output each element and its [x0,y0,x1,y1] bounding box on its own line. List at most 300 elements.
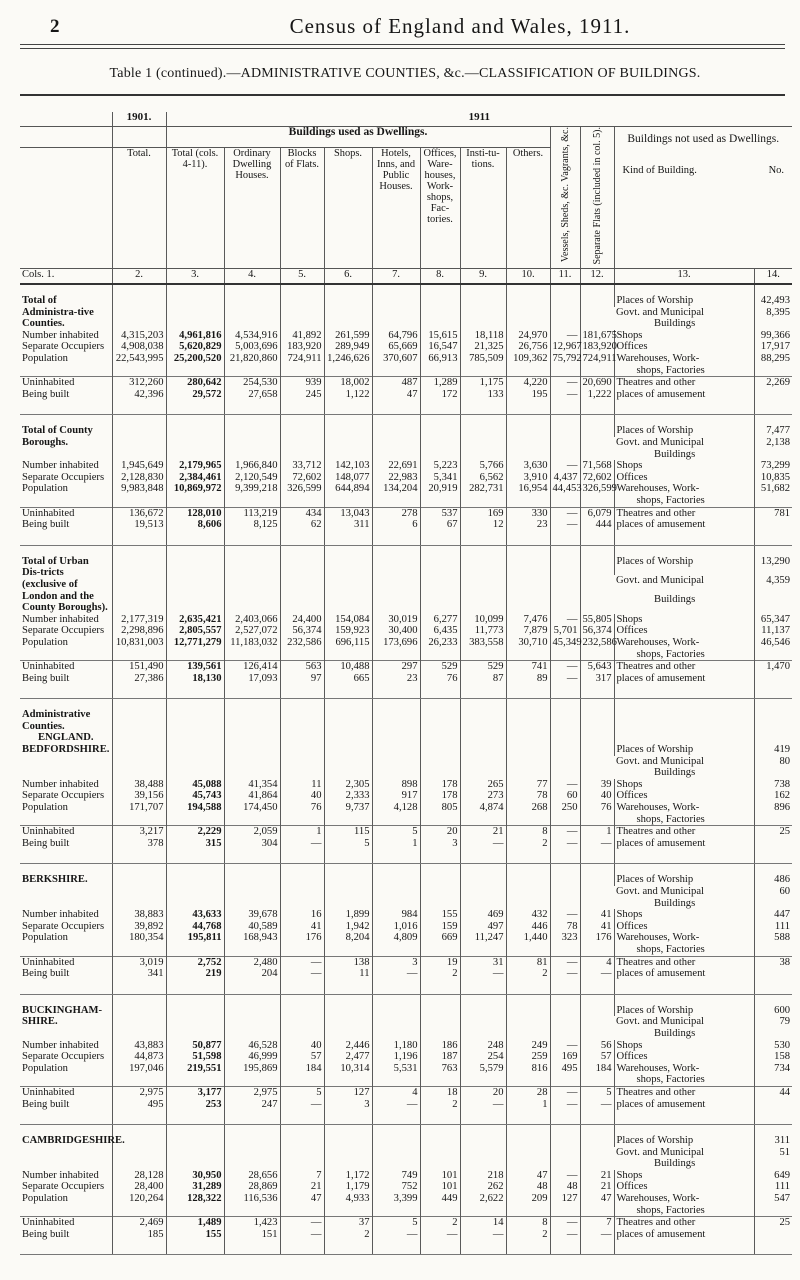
table-row [20,944,792,956]
row-label: Uninhabited [20,377,112,389]
title-rule [20,94,785,96]
table-cell: 45,088 [166,779,224,791]
building-kind: Offices [614,921,754,933]
section-title: BEDFORDSHIRE. [22,744,110,756]
table-cell: 7 [280,1170,324,1182]
table-cell: 495 [550,1063,580,1075]
table-cell: 41 [580,909,614,921]
table-cell: — [550,614,580,626]
building-kind: places of amusement [614,838,754,850]
building-count: 1,470 [754,661,792,673]
table-cell: 64,796 [372,330,420,342]
table-cell: 11,247 [460,932,506,944]
offices-heading: Offices, Ware-houses, Work-shops, Fac-tories. [420,148,460,269]
table-cell: 5 [280,1086,324,1098]
table-cell: 176 [580,932,614,944]
table-cell: — [550,1040,580,1052]
table-row [20,389,792,401]
row-label: Separate Occupiers [22,471,105,483]
table-cell: 148,077 [324,472,372,484]
table-cell: 4,220 [506,377,550,389]
table-cell: 39,678 [224,909,280,921]
table-cell: 563 [280,661,324,673]
section-divider [20,1110,792,1125]
row-label: Being built [22,968,70,980]
table-cell: 30,400 [372,625,420,637]
building-count: 419 [754,744,792,756]
table-cell: 76 [420,673,460,685]
table-cell: 8 [506,826,550,838]
table-cell: — [580,1229,614,1241]
page-number: 2 [50,16,60,37]
table-cell: 3 [372,956,420,968]
table-row [20,1170,792,1182]
table-row [20,507,792,519]
table-cell: 254,530 [224,377,280,389]
row-label: Separate Occupiers [22,1051,105,1063]
table-cell: 261,599 [324,330,372,342]
building-kind: shops, Factories [614,649,754,661]
table-cell: 67 [420,519,460,531]
table-cell: 142,103 [324,460,372,472]
building-count: 25 [754,1217,792,1229]
table-cell: 41,864 [224,790,280,802]
table-row [20,1063,792,1075]
table-cell: 169 [460,507,506,519]
table-cell: 155 [420,909,460,921]
building-count: 896 [754,802,792,814]
year-1901: 1901. [112,112,166,127]
table-cell: 41 [580,921,614,933]
building-count: 311 [754,1135,792,1147]
table-cell: 45,743 [166,790,224,802]
table-cell: 3,217 [112,826,166,838]
building-count [754,1205,792,1217]
section-spacer [20,1125,792,1136]
table-cell: 2,384,461 [166,472,224,484]
row-label: Being built [22,519,70,531]
table-cell: 40 [280,790,324,802]
table-cell: 204 [224,968,280,980]
building-kind: Buildings [654,767,696,779]
table-row [20,1205,792,1217]
table-row [20,826,792,838]
table-cell: 432 [506,909,550,921]
table-cell: 245 [280,389,324,401]
table-cell: 20 [420,826,460,838]
table-cell: 30,710 [506,637,550,649]
table-cell: 39,156 [112,790,166,802]
table-cell: — [550,838,580,850]
row-label: Number inhabited [22,613,99,625]
table-cell: — [580,968,614,980]
table-cell: 10,314 [324,1063,372,1075]
table-cell: 529 [460,661,506,673]
table-cell: 289,949 [324,341,372,353]
table-cell: — [280,1229,324,1241]
table-cell: 127 [324,1086,372,1098]
table-cell: 2,059 [224,826,280,838]
table-cell: 1,179 [324,1181,372,1193]
section-title: Total of Urban Dis-tricts (exclusive of London and the County Boroughs). [22,555,108,614]
table-row [20,909,792,921]
table-cell: 315 [166,838,224,850]
building-kind: Warehouses, Work- [614,483,754,495]
building-kind: Offices [614,1051,754,1063]
row-label: Population [22,802,68,814]
section-spacer [20,284,792,295]
building-count: 10,835 [754,472,792,484]
section-title: BUCKINGHAM-SHIRE. [22,1004,103,1028]
table-cell: 537 [420,507,460,519]
table-cell: 183,920 [580,341,614,353]
table-row [20,1217,792,1229]
table-cell: — [550,507,580,519]
building-count: 734 [754,1063,792,1075]
building-count: 99,366 [754,330,792,342]
table-cell: — [550,956,580,968]
table-cell: 15,615 [420,330,460,342]
table-cell: 39,892 [112,921,166,933]
table-cell: 1,246,626 [324,353,372,365]
table-cell: — [550,1170,580,1182]
table-cell: 273 [460,790,506,802]
table-cell: 2,975 [224,1086,280,1098]
building-kind: Shops [614,614,754,626]
building-kind: Buildings [654,897,696,909]
table-cell: 247 [224,1099,280,1111]
section-spacer [20,699,792,710]
table-cell: 8,204 [324,932,372,944]
table-cell: 24,970 [506,330,550,342]
table-cell: 1,966,840 [224,460,280,472]
table-row [20,365,792,377]
table-cell: 763 [420,1063,460,1075]
table-cell: 55,805 [580,614,614,626]
table-cell: 665 [324,673,372,685]
table-row [20,519,792,531]
table-cell: 2,752 [166,956,224,968]
table-cell: 57 [280,1051,324,1063]
building-count: 25 [754,826,792,838]
building-count: 2,269 [754,377,792,389]
section-spacer [20,994,792,1005]
row-label: Separate Occupiers [22,920,105,932]
table-cell: 12 [460,519,506,531]
table-cell: 173,696 [372,637,420,649]
table-cell: 71,568 [580,460,614,472]
table-cell: 20,690 [580,377,614,389]
section-title: Total of Administra-tive Counties. [22,295,94,330]
table-cell: — [550,519,580,531]
table-cell: 6,435 [420,625,460,637]
table-cell: 2 [506,1229,550,1241]
table-cell: 2,229 [166,826,224,838]
table-cell: 7 [580,1217,614,1229]
table-cell: 4,437 [550,472,580,484]
table-cell: 4,809 [372,932,420,944]
table-cell: 495 [112,1099,166,1111]
table-cell: 128,010 [166,507,224,519]
building-kind: Govt. and Municipal [616,575,704,587]
building-kind: Shops [614,1170,754,1182]
row-label: Being built [22,837,70,849]
table-cell: 195,869 [224,1063,280,1075]
table-cell: 304 [224,838,280,850]
table-cell: 219 [166,968,224,980]
table-cell: 101 [420,1181,460,1193]
table-cell: 4,908,038 [112,341,166,353]
table-cell: 4 [580,956,614,968]
table-cell: 18,118 [460,330,506,342]
table-cell: 529 [420,661,460,673]
building-count: 8,395 [754,307,792,319]
row-label: Population [22,932,68,944]
table-cell: 254 [460,1051,506,1063]
table-cell: 65,669 [372,341,420,353]
table-row [20,472,792,484]
table-cell: 116,536 [224,1193,280,1205]
table-cell: 19,513 [112,519,166,531]
building-kind: Buildings [654,1158,696,1170]
table-cell: 31,289 [166,1181,224,1193]
table-cell: 249 [506,1040,550,1052]
table-cell: 40,589 [224,921,280,933]
table-cell: 2,477 [324,1051,372,1063]
table-cell: 72,602 [580,472,614,484]
table-cell: 644,894 [324,483,372,495]
shops-heading: Shops. [324,148,372,269]
table-row [20,1193,792,1205]
table-cell: — [550,1086,580,1098]
table-cell: 219,551 [166,1063,224,1075]
table-cell: 16 [280,909,324,921]
table-cell: 197,046 [112,1063,166,1075]
table-cell: 1,489 [166,1217,224,1229]
section-pretitle-row [20,732,792,744]
building-kind: Offices [614,625,754,637]
building-kind: shops, Factories [614,944,754,956]
row-label: Population [22,1062,68,1074]
building-count [754,838,792,850]
table-cell: 30,950 [166,1170,224,1182]
table-cell: 17,093 [224,673,280,685]
table-cell: 28,656 [224,1170,280,1182]
building-count: 42,493 [754,295,792,307]
table-cell: — [550,1217,580,1229]
table-cell: 75,792 [550,353,580,365]
building-count: 4,359 [754,575,792,594]
building-count: 547 [754,1193,792,1205]
building-count: 486 [754,874,792,886]
building-kind: Warehouses, Work- [614,932,754,944]
table-row [20,1086,792,1098]
table-row [20,341,792,353]
table-cell: 10,488 [324,661,372,673]
table-cell: 42,396 [112,389,166,401]
table-cell: 2 [420,968,460,980]
table-row [20,802,792,814]
table-row [20,460,792,472]
building-count [754,1028,792,1040]
table-row [20,483,792,495]
building-count: 111 [754,1181,792,1193]
building-kind: places of amusement [614,968,754,980]
table-cell: — [550,1099,580,1111]
building-count [754,519,792,531]
table-row [20,1181,792,1193]
header-rule [20,44,785,45]
table-row [20,838,792,850]
building-count: 51 [754,1147,792,1159]
table-cell: 5,643 [580,661,614,673]
table-cell: 5,579 [460,1063,506,1075]
building-kind: Places of Worship [614,425,754,437]
table-cell: — [550,826,580,838]
table-cell: 77 [506,779,550,791]
table-cell: 2,805,557 [166,625,224,637]
table-cell: — [280,838,324,850]
table-cell: 11,183,032 [224,637,280,649]
table-cell: — [550,389,580,401]
table-cell: 7,879 [506,625,550,637]
table-row [20,661,792,673]
table-cell: 43,883 [112,1040,166,1052]
building-count: 7,477 [754,425,792,437]
row-label: Number inhabited [22,778,99,790]
table-cell: 6,277 [420,614,460,626]
table-cell: 21 [580,1181,614,1193]
table-cell: 3,177 [166,1086,224,1098]
table-cell: 28 [506,1086,550,1098]
row-label: Separate Occupiers [22,625,105,637]
table-cell: 133 [460,389,506,401]
table-cell: 19 [420,956,460,968]
running-title: Census of England and Wales, 1911. [289,14,631,38]
table-cell: 1,222 [580,389,614,401]
table-cell: 50,877 [166,1040,224,1052]
table-cell: 8,125 [224,519,280,531]
buildings-used-heading: Buildings used as Dwellings. [166,127,550,148]
table-cell: 696,115 [324,637,372,649]
table-cell: 180,354 [112,932,166,944]
table-cell: — [372,1099,420,1111]
table-row [20,1074,792,1086]
building-count [754,814,792,826]
table-cell: 434 [280,507,324,519]
section-title-row [20,1005,792,1017]
table-cell: 40 [580,790,614,802]
building-kind: Theatres and other [614,1086,754,1098]
table-cell: 12,771,279 [166,637,224,649]
table-row [20,1051,792,1063]
building-count [754,673,792,685]
building-kind: places of amusement [614,673,754,685]
table-cell: — [460,838,506,850]
row-label: Being built [22,1098,70,1110]
table-cell: 6,079 [580,507,614,519]
building-count: 13,290 [754,556,792,575]
table-cell: 816 [506,1063,550,1075]
table-row [20,330,792,342]
table-row [20,956,792,968]
table-cell: 159,923 [324,625,372,637]
table-cell: 487 [372,377,420,389]
table-cell: 370,607 [372,353,420,365]
buildings-table [20,112,792,1255]
building-kind: Buildings [654,594,696,606]
table-cell: 22,543,995 [112,353,166,365]
table-cell: 46,528 [224,1040,280,1052]
building-kind: Theatres and other [614,507,754,519]
table-cell: 1,423 [224,1217,280,1229]
building-kind: places of amusement [614,1229,754,1241]
section-title: Total of County Boroughs. [22,425,93,448]
row-label: Uninhabited [20,1217,112,1229]
table-cell: 4 [372,1086,420,1098]
table-cell: 47 [280,1193,324,1205]
table-cell: 752 [372,1181,420,1193]
building-kind: Govt. and Municipal [616,886,704,897]
section-title-row [20,425,792,437]
table-cell: 669 [420,932,460,944]
table-cell: 174,450 [224,802,280,814]
table-title: Table 1 (continued).—ADMINISTRATIVE COUNTIES, &c.—CLASSIFICATION OF BUILDINGS. [109,66,701,81]
row-label: Being built [22,1228,70,1240]
building-kind: Buildings [654,1027,696,1039]
table-cell: 172 [420,389,460,401]
table-cell: 31 [460,956,506,968]
building-kind: Offices [614,341,754,353]
table-cell: 26,756 [506,341,550,353]
row-label: Being built [22,672,70,684]
building-count [754,1229,792,1241]
building-count [754,944,792,956]
table-cell: 62 [280,519,324,531]
building-count [754,649,792,661]
table-cell: 330 [506,507,550,519]
table-row [20,1040,792,1052]
building-kind: Places of Worship [614,295,754,307]
table-row [20,779,792,791]
table-cell: 898 [372,779,420,791]
table-cell: 1,899 [324,909,372,921]
table-cell: 741 [506,661,550,673]
table-cell: 151 [224,1229,280,1241]
building-kind: Shops [614,330,754,342]
table-cell: — [550,460,580,472]
table-cell: 4,874 [460,802,506,814]
table-cell: 20,919 [420,483,460,495]
table-cell: 44,768 [166,921,224,933]
table-cell: 48 [550,1181,580,1193]
table-cell: 40 [280,1040,324,1052]
table-cell: 78 [506,790,550,802]
table-cell: 805 [420,802,460,814]
table-cell: 1 [280,826,324,838]
table-cell: 383,558 [460,637,506,649]
row-label: Number inhabited [22,909,99,921]
table-cell: 56,374 [580,625,614,637]
table-cell: 1,945,649 [112,460,166,472]
table-cell: 311 [324,519,372,531]
table-cell: 2 [324,1229,372,1241]
table-cell: 497 [460,921,506,933]
table-cell: 262 [460,1181,506,1193]
building-count [754,968,792,980]
table-cell: 109,362 [506,353,550,365]
table-cell: 28,400 [112,1181,166,1193]
